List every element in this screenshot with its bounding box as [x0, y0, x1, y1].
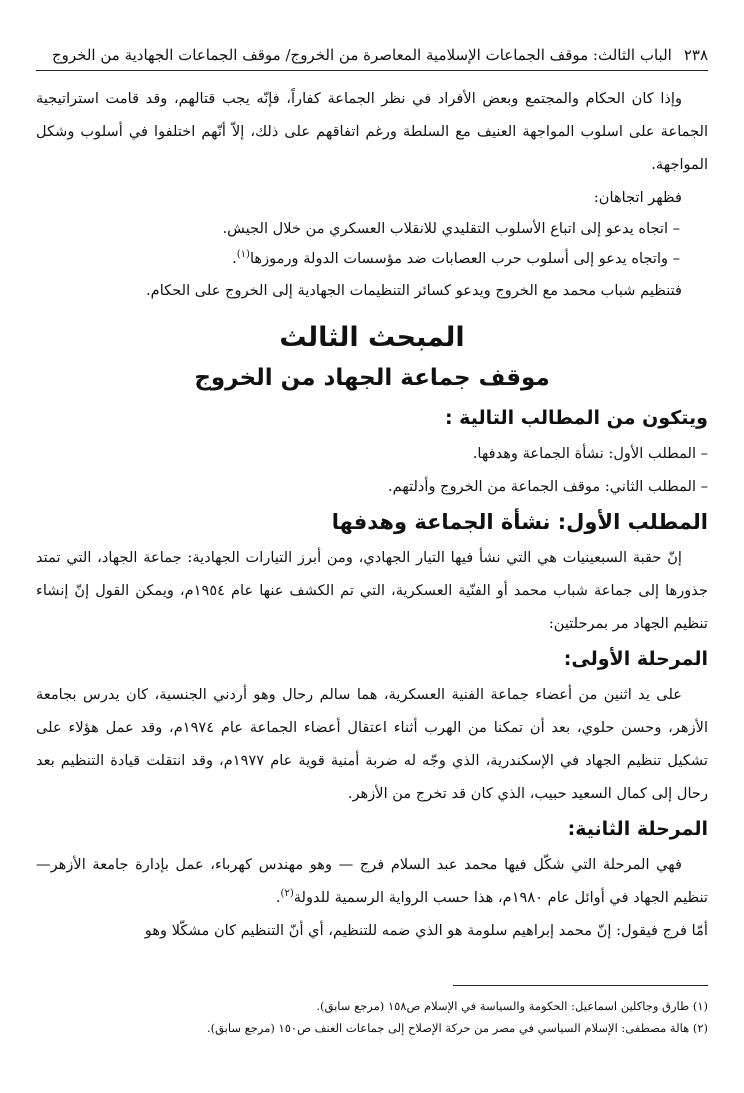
toc-item-2: – المطلب الثاني: موقف الجماعة من الخروج وأدلتهم. — [387, 478, 708, 495]
phase-1-paragraph: على يد اثنين من أعضاء جماعة الفنية العسكرية، هما سالم رحال وهو أردني الجنسية، كان يدرس بجامعة الأزهر، وحسن حلوي، بعد أن تمكنا من الهرب أثناء اعتقال أعضاء الجماعة عام ١٩٧٤م، وقد عمل هؤلاء على تشكيل تنظيم الجهاد في الإسكندرية، الذي وجّه له ضربة أمنية قوية عام ١٩٧٧م، وقد انتقلت قيادة التنظيم بعد رحال إلى كمال السعيد حبيب، الذي كان قد تخرج من الأزهر. — [36, 686, 708, 802]
footnote-divider — [453, 985, 708, 986]
last-paragraph: أمّا فرج فيقول: إنّ محمد إبراهيم سلومة هو الذي ضمه للتنظيم، أي أنّ التنظيم كان مشكّلا وهو — [144, 922, 708, 939]
footnote-ref-1[interactable]: (١) — [236, 249, 250, 261]
section-subtitle: موقف جماعة الجهاد من الخروج — [194, 365, 550, 391]
two-trends-intro: فظهر اتجاهان: — [593, 189, 682, 206]
phase-2-text: فهي المرحلة التي شكّل فيها محمد عبد السلام فرج — وهو مهندس كهرباء، عمل بإدارة جامعة الأزهر— تنظيم الجهاد في أوائل عام ١٩٨٠م، هذا حسب الرواية الرسمية للدولة — [36, 856, 708, 906]
trend-2-text: – واتجاه يدعو إلى أسلوب حرب العصابات ضد مؤسسات الدولة ورموزها — [249, 250, 680, 267]
footnote-2: (٢) هالة مصطفى: الإسلام السياسي في مصر من حركة الإصلاح إلى جماعات العنف ص١٥٠ (مرجع سابق). — [206, 1021, 708, 1035]
section-title: المبحث الثالث — [279, 322, 465, 353]
running-header — [36, 40, 708, 71]
phase-2-title: المرحلة الثانية: — [567, 818, 708, 840]
trend-1: – اتجاه يدعو إلى اتباع الأسلوب التقليدي للانقلاب العسكري من خلال الجيش. — [222, 220, 680, 237]
trend-2 — [36, 244, 708, 274]
phase-1-title: المرحلة الأولى: — [563, 648, 708, 670]
toc-item-1: – المطلب الأول: نشأة الجماعة وهدفها. — [472, 445, 708, 462]
matlab-1-paragraph: إنّ حقبة السبعينيات هي التي نشأ فيها التيار الجهادي، ومن أبرز التيارات الجهادية: جماعة الجهاد، التي تمتد جذورها إلى جماعة شباب محمد أو الفنّية العسكرية، التي تم الكشف عنها عام ١٩٥٤م، ويمكن القول إنّ إنشاء تنظيم الجهاد مر بمرحلتين: — [36, 549, 708, 632]
intro-paragraph: وإذا كان الحكام والمجتمع وبعض الأفراد في نظر الجماعة كفاراً، فإنّه يجب قتالهم، وقد قامت استراتيجية الجماعة على اسلوب المواجهة العنيف مع السلطة ورغم اتفاقهم على ذلك، إلاّ أنّهم اختلفوا في أسلوب وشكل المواجهة. — [36, 90, 708, 173]
phase-2-end: . — [275, 889, 281, 906]
footnotes — [36, 995, 708, 1039]
header-title: الباب الثالث: موقف الجماعات الإسلامية المعاصرة من الخروج/ موقف الجماعات الجهادية من الخروج — [51, 46, 672, 64]
matlab-1-title: المطلب الأول: نشأة الجماعة وهدفها — [331, 510, 708, 534]
footnote-1: (١) طارق وجاكلين اسماعيل: الحكومة والسياسة في الإسلام ص١٥٨ (مرجع سابق). — [316, 999, 708, 1013]
page-number: ٢٣٨ — [683, 46, 708, 64]
footnote-ref-2[interactable]: (٢) — [280, 888, 294, 900]
conclusion-paragraph: فتنظيم شباب محمد مع الخروج ويدعو كسائر التنظيمات الجهادية إلى الخروج على الحكام. — [146, 282, 682, 299]
page-body — [36, 82, 708, 947]
consists-of-heading: ويتكون من المطالب التالية : — [444, 407, 708, 429]
phase-2-paragraph — [36, 848, 708, 914]
trend-2-end: . — [232, 250, 237, 267]
